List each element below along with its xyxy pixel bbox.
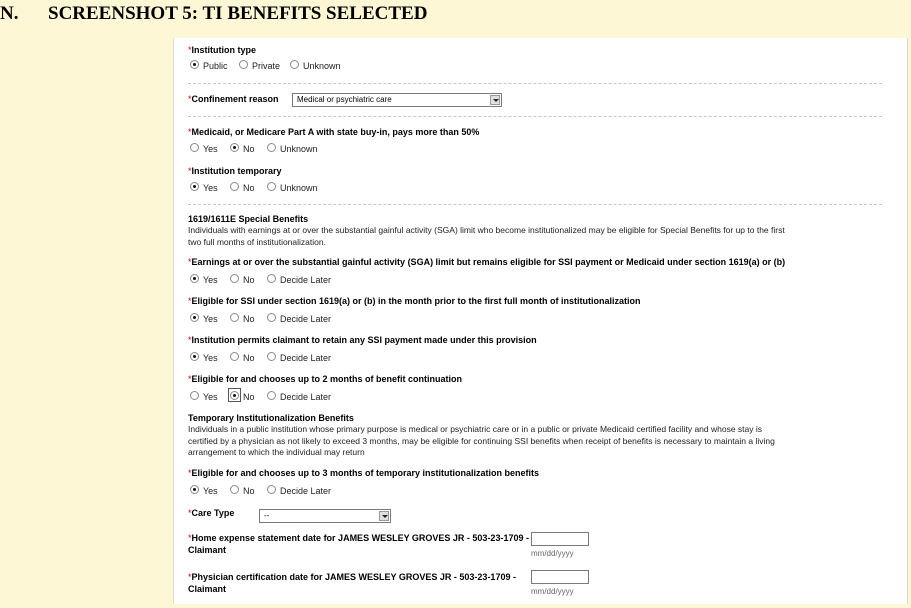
physician-cert-date-hint: mm/dd/yyyy <box>531 587 574 596</box>
retain-payment-label: *Institution permits claimant to retain any SSI payment made under this provision <box>188 335 537 345</box>
special-benefits-heading: 1619/1611E Special Benefits <box>188 214 309 224</box>
institution-temporary-label: *Institution temporary <box>188 166 282 176</box>
radio-selected-icon <box>230 391 239 400</box>
confinement-reason-label: *Confinement reason <box>188 94 279 104</box>
chevron-down-icon[interactable] <box>379 511 389 521</box>
radio-selected-icon <box>230 143 239 152</box>
radio-empty-icon <box>230 182 239 191</box>
radio-empty-icon <box>267 485 276 494</box>
radio-selected-icon <box>190 60 199 69</box>
home-expense-date-hint: mm/dd/yyyy <box>531 549 574 558</box>
section-number: N. <box>0 3 19 24</box>
radio-empty-icon <box>267 182 276 191</box>
eligible-prior-month-label: *Eligible for SSI under section 1619(a) or (b) in the month prior to the first full month of institutionalization <box>188 296 641 306</box>
radio-empty-icon <box>190 391 199 400</box>
radio-selected-icon <box>190 485 199 494</box>
chevron-down-icon[interactable] <box>490 95 500 105</box>
care-type-label: *Care Type <box>188 508 235 518</box>
radio-empty-icon <box>239 60 248 69</box>
section-title: SCREENSHOT 5: TI BENEFITS SELECTED <box>48 3 428 24</box>
radio-empty-icon <box>267 352 276 361</box>
radio-empty-icon <box>230 274 239 283</box>
radio-empty-icon <box>230 352 239 361</box>
section-divider <box>188 83 882 84</box>
physician-cert-date-input[interactable] <box>531 570 589 584</box>
radio-selected-icon <box>190 352 199 361</box>
special-benefits-description: Individuals with earnings at or over the substantial gainful activity (SGA) limit who become institutionalized may be eligible for Special Benefits for up to the first two full months of institutionalization. <box>188 225 785 247</box>
form-panel <box>173 38 908 604</box>
radio-empty-icon <box>230 485 239 494</box>
benefit-continuation-radio-group: Yes No Decide Later <box>190 391 390 403</box>
section-divider <box>188 204 882 205</box>
physician-cert-date-label: *Physician certification date for JAMES WESLEY GROVES JR - 503-23-1709 - Claimant <box>188 572 516 594</box>
radio-empty-icon <box>267 391 276 400</box>
care-type-select[interactable]: -- <box>259 509 391 523</box>
earnings-sga-label: *Earnings at or over the substantial gainful activity (SGA) limit but remains eligible for SSI payment or Medicaid under section 1619(a) or (b) <box>188 257 786 267</box>
ti-benefits-label: *Eligible for and chooses up to 3 months of temporary institutionalization benefits <box>188 468 540 478</box>
home-expense-date-label: *Home expense statement date for JAMES WESLEY GROVES JR - 503-23-1709 - Claimant <box>188 533 529 555</box>
radio-empty-icon <box>267 143 276 152</box>
document-heading <box>0 0 911 32</box>
radio-empty-icon <box>230 313 239 322</box>
radio-empty-icon <box>267 274 276 283</box>
medicaid-radio-group: Yes No Unknown <box>190 143 390 155</box>
benefit-continuation-label: *Eligible for and chooses up to 2 months of benefit continuation <box>188 374 463 384</box>
home-expense-date-input[interactable] <box>531 532 589 546</box>
institution-type-radio-group: Public Private Unknown <box>190 60 390 72</box>
eligible-prior-month-radio-group: Yes No Decide Later <box>190 313 390 325</box>
institution-type-label: *Institution type <box>188 45 257 55</box>
confinement-reason-select[interactable]: Medical or psychiatric care <box>292 93 502 107</box>
radio-selected-icon <box>190 274 199 283</box>
earnings-sga-radio-group: Yes No Decide Later <box>190 274 390 286</box>
ti-benefits-radio-group: Yes No Decide Later <box>190 485 390 497</box>
institution-temporary-radio-group: Yes No Unknown <box>190 182 390 194</box>
radio-empty-icon <box>290 60 299 69</box>
ti-benefits-heading: Temporary Institutionalization Benefits <box>188 413 354 423</box>
retain-payment-radio-group: Yes No Decide Later <box>190 352 390 364</box>
radio-selected-icon <box>190 313 199 322</box>
radio-empty-icon <box>190 143 199 152</box>
medicaid-label: *Medicaid, or Medicare Part A with state buy-in, pays more than 50% <box>188 127 480 137</box>
section-divider <box>188 116 882 117</box>
ti-benefits-description: Individuals in a public institution whose primary purpose is medical or psychiatric care or in a public or private Medicaid certified facility and whose stay is certified by a physician as not likely to exceed 3 months, may be eligible for continuing SSI benefits when receipt of benefits is necessary to maintain a living arrangement to which the individual may return <box>188 424 775 457</box>
radio-selected-icon <box>190 182 199 191</box>
radio-empty-icon <box>267 313 276 322</box>
